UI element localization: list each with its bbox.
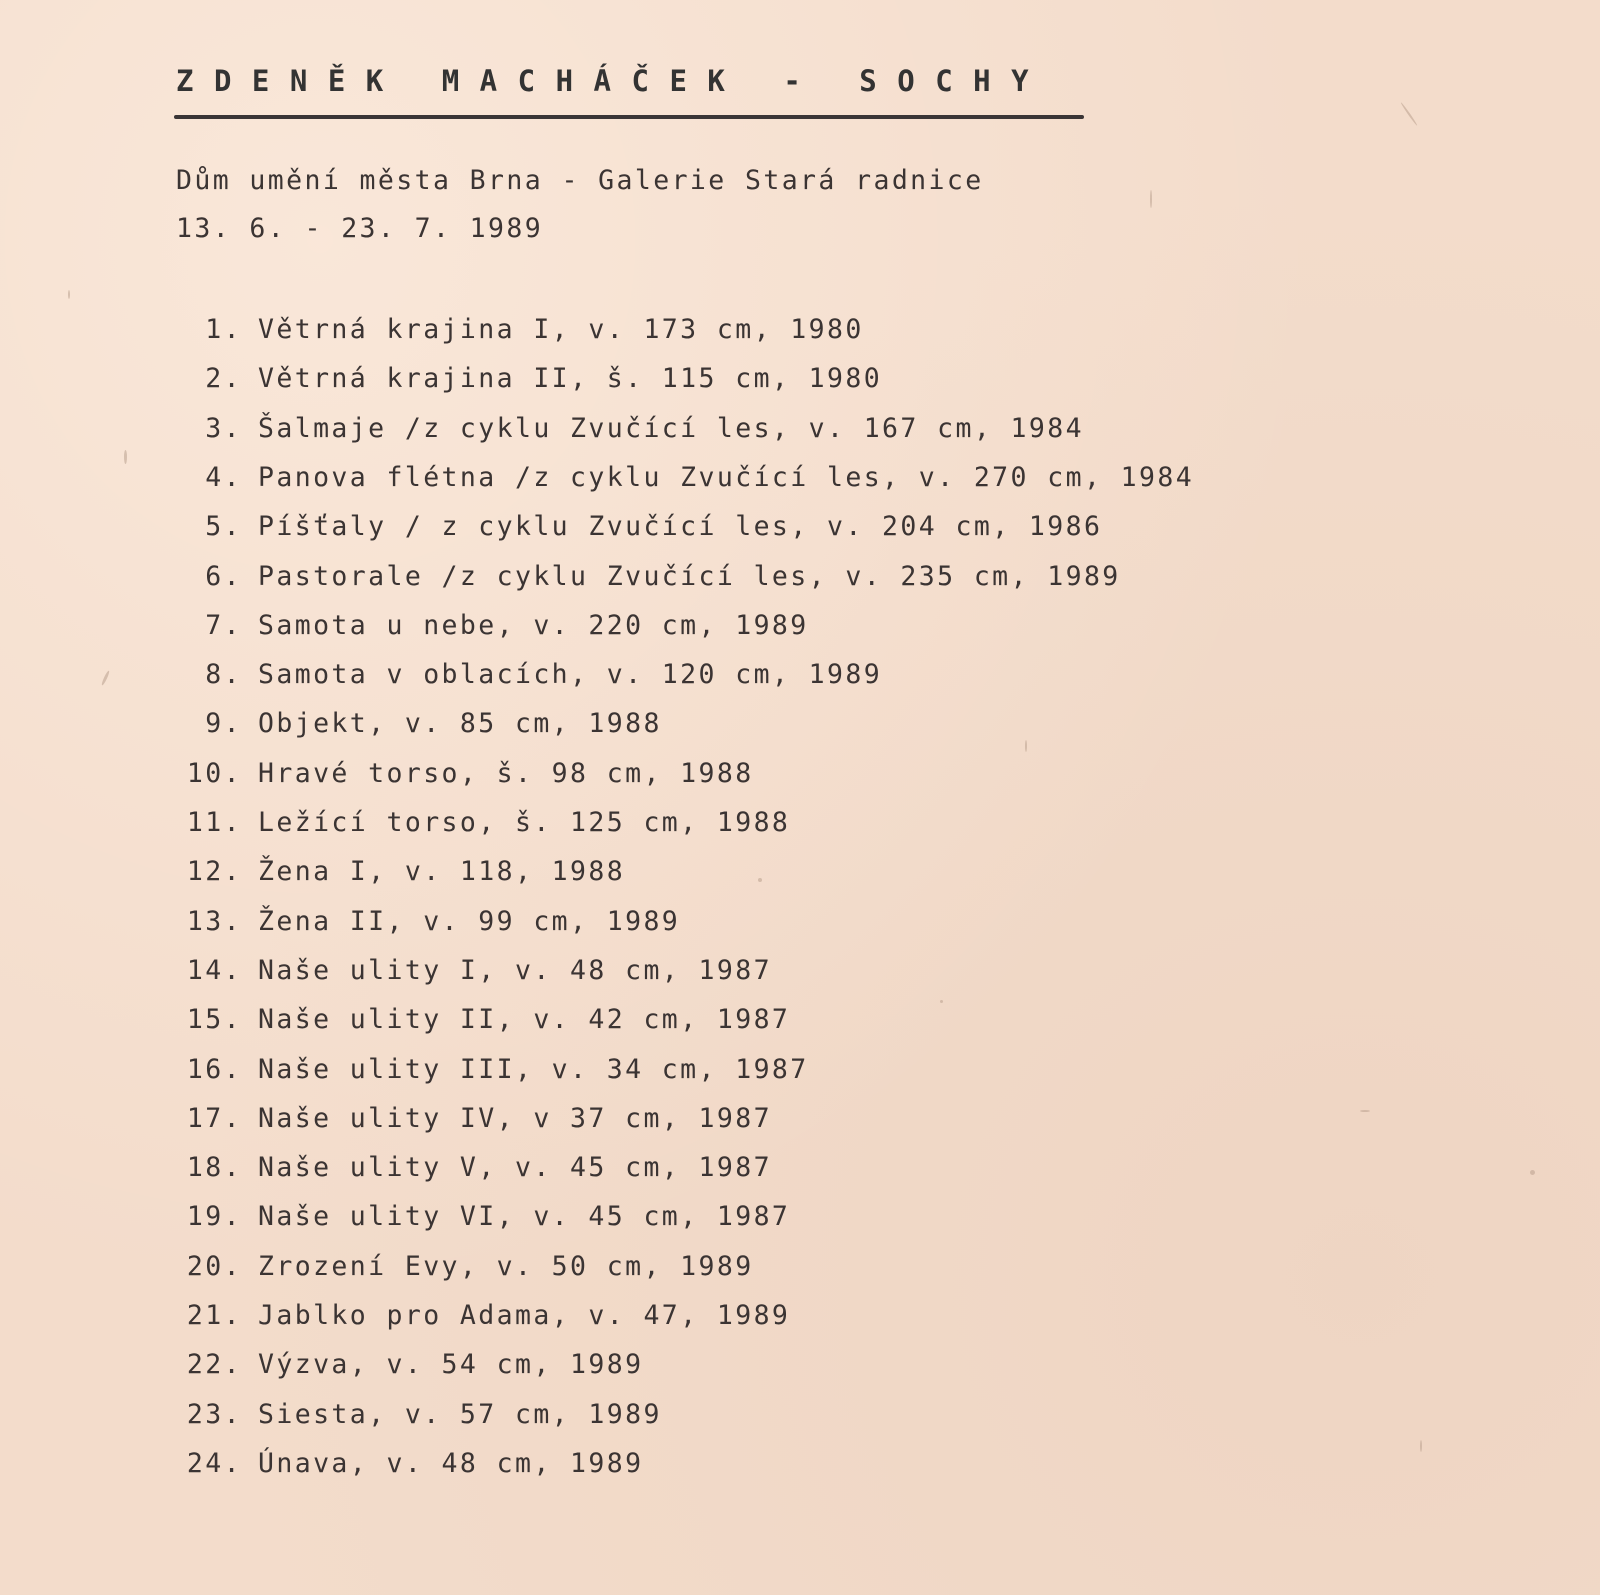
list-item	[0, 759, 1400, 799]
item-description: Pastorale /z cyklu Zvučící les, v. 235 cm, 1989	[258, 560, 1121, 592]
list-item	[0, 315, 1400, 355]
list-item	[0, 808, 1400, 848]
exhibition-venue: Dům umění města Brna - Galerie Stará radnice	[176, 165, 984, 196]
paper-speck	[1025, 740, 1027, 752]
item-number: 20.	[186, 1250, 242, 1282]
item-description: Větrná krajina II, š. 115 cm, 1980	[258, 363, 883, 395]
item-number: 14.	[186, 954, 242, 986]
list-item	[0, 660, 1400, 700]
list-item	[0, 1301, 1400, 1341]
list-item	[0, 907, 1400, 947]
paper-speck	[758, 878, 762, 882]
item-number: 19.	[186, 1201, 242, 1233]
item-number: 23.	[186, 1398, 242, 1430]
list-item	[0, 857, 1400, 897]
item-description: Únava, v. 48 cm, 1989	[258, 1447, 644, 1479]
list-item	[0, 463, 1400, 503]
item-description: Zrození Evy, v. 50 cm, 1989	[258, 1250, 754, 1282]
list-item	[0, 414, 1400, 454]
item-description: Ležící torso, š. 125 cm, 1988	[258, 807, 791, 838]
list-item	[0, 512, 1400, 552]
item-description: Samota v oblacích, v. 120 cm, 1989	[258, 659, 883, 691]
item-number: 13.	[186, 905, 242, 937]
item-description: Žena I, v. 118, 1988	[258, 856, 626, 888]
item-description: Siesta, v. 57 cm, 1989	[258, 1398, 662, 1430]
item-number: 7.	[205, 609, 242, 641]
item-number: 18.	[186, 1152, 242, 1184]
item-number: 22.	[186, 1349, 242, 1381]
item-number: 12.	[186, 856, 242, 888]
item-number: 21.	[186, 1300, 242, 1331]
item-number: 24.	[186, 1447, 242, 1479]
exhibition-dates: 13. 6. - 23. 7. 1989	[176, 213, 544, 244]
list-item	[0, 1449, 1400, 1489]
document-title: ZDENĚK MACHÁČEK - SOCHY	[176, 64, 1050, 98]
item-number: 6.	[205, 560, 242, 592]
list-item	[0, 611, 1400, 651]
item-number: 10.	[186, 757, 242, 789]
title-underline	[174, 115, 1084, 119]
item-description: Naše ulity V, v. 45 cm, 1987	[258, 1152, 772, 1184]
item-number: 8.	[205, 659, 242, 691]
list-item	[0, 1400, 1400, 1440]
list-item	[0, 1153, 1400, 1193]
item-description: Panova flétna /z cyklu Zvučící les, v. 270 cm, 1984	[258, 461, 1195, 493]
paper-speck	[940, 1000, 943, 1003]
paper-speck	[1400, 102, 1418, 126]
list-item	[0, 709, 1400, 749]
item-number: 5.	[205, 511, 242, 543]
item-description: Naše ulity II, v. 42 cm, 1987	[258, 1004, 791, 1036]
item-number: 11.	[186, 807, 242, 838]
item-description: Naše ulity I, v. 48 cm, 1987	[258, 954, 772, 986]
list-item	[0, 1350, 1400, 1390]
paper-speck	[1420, 1440, 1422, 1452]
list-item	[0, 956, 1400, 996]
item-description: Píšťaly / z cyklu Zvučící les, v. 204 cm, 1986	[258, 511, 1103, 543]
paper-speck	[1150, 190, 1152, 208]
item-description: Výzva, v. 54 cm, 1989	[258, 1349, 644, 1381]
list-item	[0, 562, 1400, 602]
item-description: Naše ulity VI, v. 45 cm, 1987	[258, 1201, 791, 1233]
item-number: 2.	[205, 363, 242, 395]
item-description: Naše ulity IV, v 37 cm, 1987	[258, 1102, 772, 1134]
item-description: Větrná krajina I, v. 173 cm, 1980	[258, 314, 864, 345]
paper-speck	[124, 450, 127, 464]
item-number: 1.	[205, 314, 242, 345]
item-description: Jablko pro Adama, v. 47, 1989	[258, 1300, 791, 1331]
list-item	[0, 1055, 1400, 1095]
paper-speck	[1530, 1170, 1535, 1175]
item-description: Samota u nebe, v. 220 cm, 1989	[258, 609, 809, 641]
item-number: 9.	[205, 708, 242, 740]
list-item	[0, 1202, 1400, 1242]
item-description: Naše ulity III, v. 34 cm, 1987	[258, 1053, 809, 1085]
item-number: 3.	[205, 412, 242, 444]
paper-speck	[68, 290, 70, 299]
list-item	[0, 1005, 1400, 1045]
list-item	[0, 364, 1400, 404]
item-number: 16.	[186, 1053, 242, 1085]
item-number: 15.	[186, 1004, 242, 1036]
paper-speck	[1360, 1110, 1370, 1112]
item-description: Šalmaje /z cyklu Zvučící les, v. 167 cm, 1984	[258, 412, 1084, 444]
item-number: 17.	[186, 1102, 242, 1134]
item-number: 4.	[205, 461, 242, 493]
item-description: Objekt, v. 85 cm, 1988	[258, 708, 662, 740]
item-description: Hravé torso, š. 98 cm, 1988	[258, 757, 754, 789]
list-item	[0, 1252, 1400, 1292]
list-item	[0, 1104, 1400, 1144]
item-description: Žena II, v. 99 cm, 1989	[258, 905, 681, 937]
